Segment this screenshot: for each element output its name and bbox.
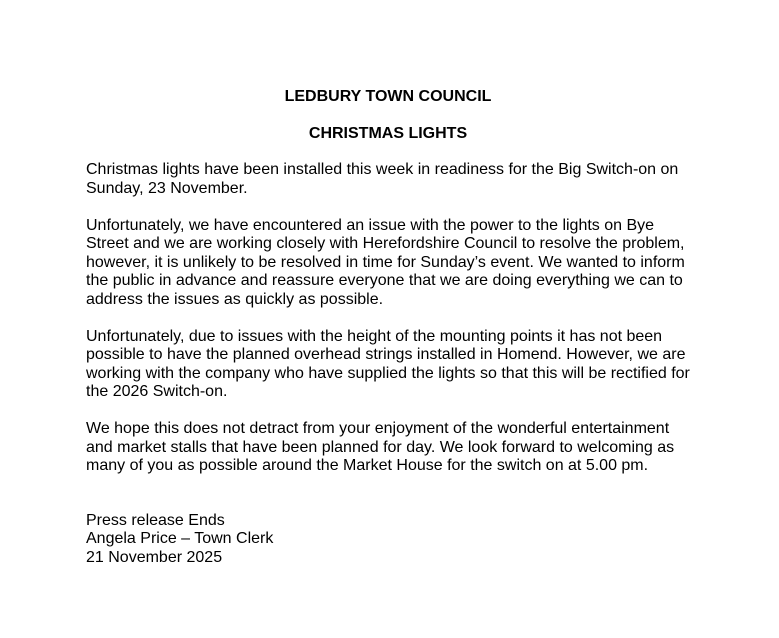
press-release-document: [86, 88, 690, 567]
document-title: CHRISTMAS LIGHTS: [308, 124, 468, 142]
release-date: 21 November 2025: [86, 548, 223, 566]
paragraph-bye-street-issue: Unfortunately, we have encountered an issue with the power to the lights on Bye Street and we are working closely with Herefordshire Council to resolve the problem, however, it is unlikely to be resolved in time for Sunday’s event. We wanted to inform the public in advance and reassure everyone that we are doing everything we can to address the issues as quickly as possible.: [86, 216, 685, 308]
author-name: Angela Price – Town Clerk: [86, 530, 274, 547]
organisation-heading: LEDBURY TOWN COUNCIL: [284, 88, 492, 105]
signoff-block: [86, 512, 690, 568]
press-release-ends: Press release Ends: [86, 511, 225, 529]
paragraph-installation: Christmas lights have been installed this week in readiness for the Big Switch-on on Sunday, 23 November.: [86, 161, 679, 197]
paragraph-homend-issue: Unfortunately, due to issues with the height of the mounting points it has not been possible to have the planned overhead strings installed in Homend. However, we are working with the company who have supplied the lights so that this will be rectified for the 2026 Switch-on.: [86, 327, 690, 400]
paragraph-event-invitation: We hope this does not detract from your enjoyment of the wonderful entertainment and market stalls that have been planned for day. We look forward to welcoming as many of you as possible around the Market House for the switch on at 5.00 pm.: [86, 420, 675, 474]
